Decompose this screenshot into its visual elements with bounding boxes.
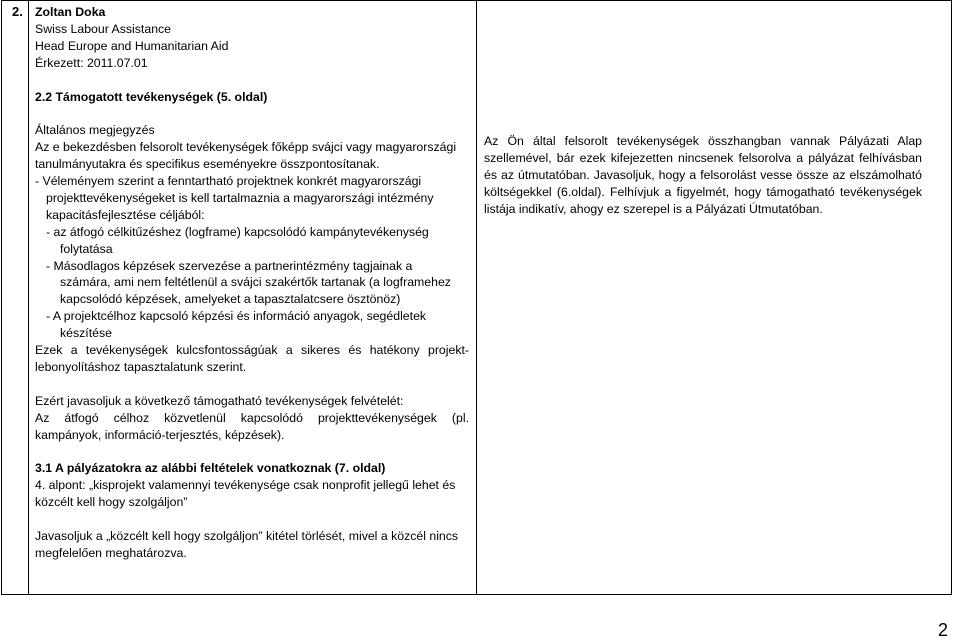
response-line: szellemével, bár ezek kifejezetten nincsenek felsorolva a pályázat felhívásban xyxy=(484,150,922,165)
response-line: Az Ön által felsorolt tevékenységek összhangban vannak Pályázati Alap xyxy=(484,134,922,148)
section-heading: 2.2 Támogatott tevékenységek (5. oldal) xyxy=(35,89,268,104)
arrival-date: Érkezett: 2011.07.01 xyxy=(35,55,148,70)
paragraph-line: - Véleményem szerint a fenntartható projektnek konkrét magyarországi xyxy=(35,174,422,189)
organization: Swiss Labour Assistance xyxy=(35,21,172,36)
response-line: költségekkel (6.oldal). Felhívjuk a figyelmét, hogy támogatható tevékenységek xyxy=(484,184,922,199)
paragraph-line: 4. alpont: „kisprojekt valamennyi tevékenysége csak nonprofit jellegű lehet és xyxy=(35,478,456,493)
paragraph-line: Az e bekezdésben felsorolt tevékenységek főképp svájci vagy magyarországi xyxy=(35,140,457,155)
list-item-continuation: folytatása xyxy=(60,241,113,256)
section-heading: 3.1 A pályázatokra az alábbi feltételek vonatkoznak (7. oldal) xyxy=(35,461,386,476)
document-table xyxy=(1,0,952,595)
list-item-continuation: készítése xyxy=(60,326,112,341)
list-item: - A projektcélhoz kapcsoló képzési és információ anyagok, segédletek xyxy=(46,309,427,324)
list-item-continuation: számára, ami nem feltétlenül a svájci szakértők tartanak (a logframehez xyxy=(60,275,451,290)
author-name: Zoltan Doka xyxy=(35,5,106,19)
paragraph-line: lebonyolításhoz tapasztalatunk szerint. xyxy=(35,360,247,374)
paragraph-line: Ezért javasoljuk a következő támogatható tevékenységek felvételét: xyxy=(35,393,404,408)
response-column xyxy=(484,133,922,218)
organization-unit: Head Europe and Humanitarian Aid xyxy=(35,38,229,53)
column-divider xyxy=(476,1,477,594)
response-line: és az útmutatóban. Javasoljuk, hogy a felsorolást vesse össze az elszámolható xyxy=(484,167,922,182)
row-number: 2. xyxy=(12,4,23,19)
paragraph-line: megfelelően meghatározva. xyxy=(35,545,187,560)
response-line: listája indikatív, ahogy ez szerepel is a Pályázati Útmutatóban. xyxy=(484,201,823,216)
list-item: - az átfogó célkitűzéshez (logframe) kapcsolódó kampánytevékenység xyxy=(46,224,429,239)
paragraph-line: tanulmányutakra és specifikus eseményekre összpontosítanak. xyxy=(35,157,380,172)
paragraph-line: Az átfogó célhoz közvetlenül kapcsolódó projekttevékenységek (pl. xyxy=(35,410,469,425)
paragraph-line: kapacitásfejlesztése céljából: xyxy=(46,207,205,222)
paragraph-line: projekttevékenységeket is kell tartalmaznia a magyarországi intézmény xyxy=(46,190,434,205)
list-item: - Másodlagos képzések szervezése a partnerintézmény tagjainak a xyxy=(46,258,413,273)
paragraph-line: Ezek a tevékenységek kulcsfontosságúak a sikeres és hatékony projekt- xyxy=(35,343,469,358)
page-number: 2 xyxy=(938,620,949,640)
paragraph-line: közcélt kell hogy szolgáljon” xyxy=(35,495,188,510)
general-note-heading: Általános megjegyzés xyxy=(35,123,155,138)
comment-column xyxy=(35,4,469,562)
paragraph-line: Javasoljuk a „közcélt kell hogy szolgáljon” kitétel törlését, mivel a közcél nincs xyxy=(35,529,459,544)
column-divider xyxy=(28,1,29,594)
list-item-continuation: kapcsolódó képzések, amelyeket a tapasztalatcsere ösztönöz) xyxy=(60,292,401,307)
paragraph-line: kampányok, információ-terjesztés, képzések). xyxy=(35,427,285,442)
